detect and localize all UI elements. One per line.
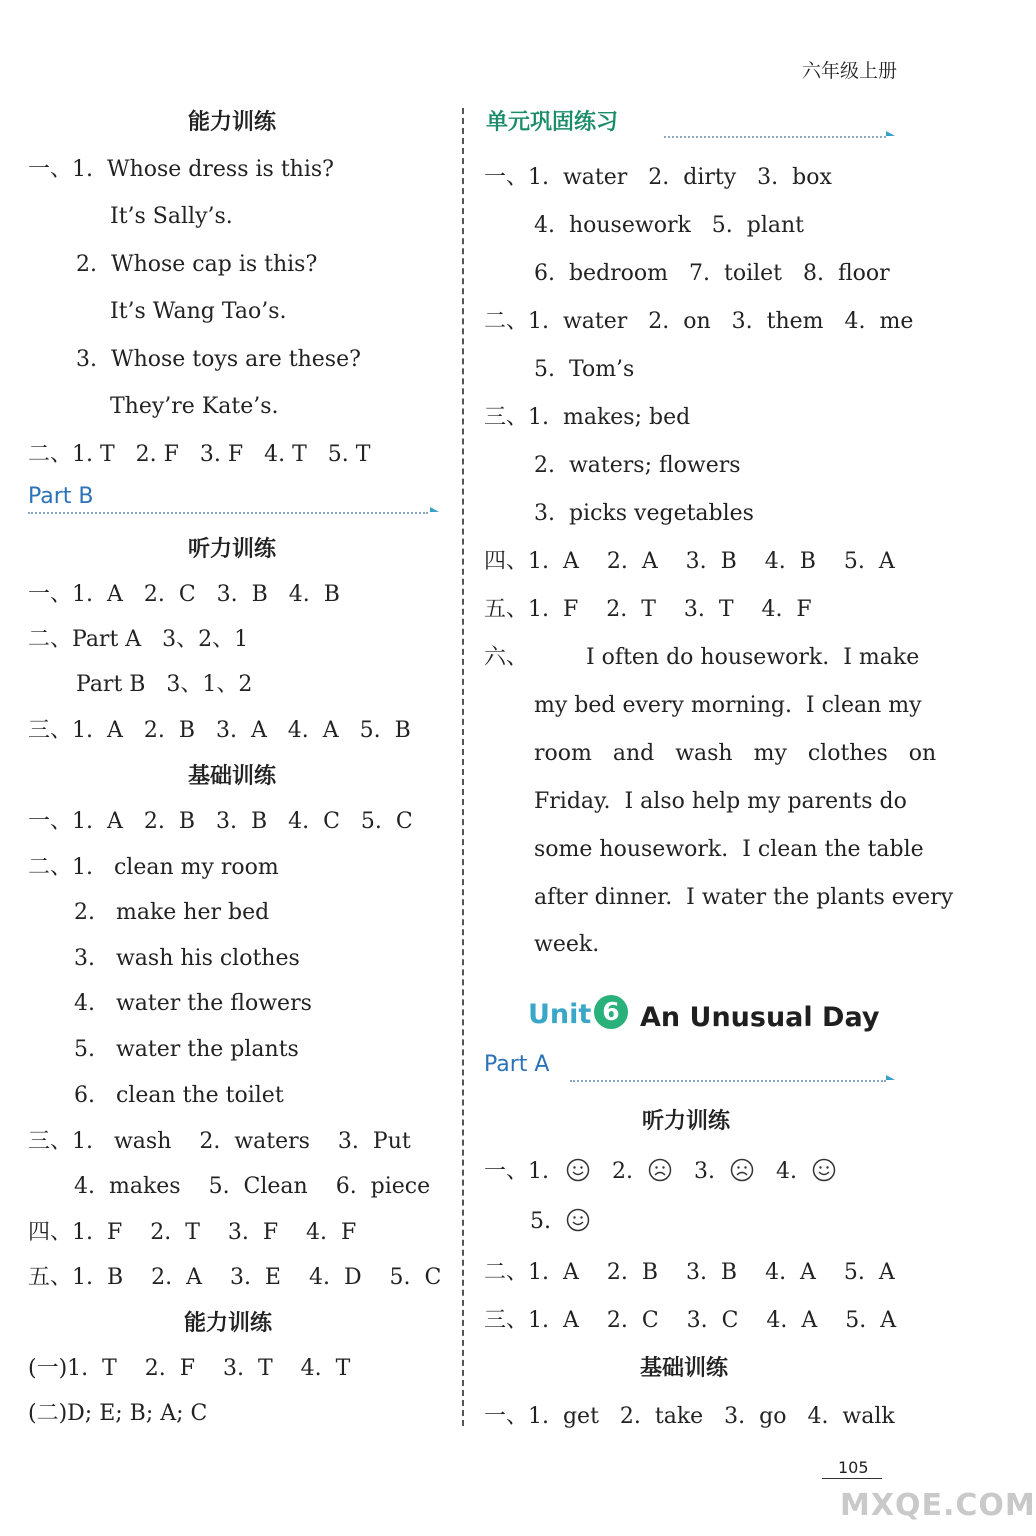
answer-line: 3. Whose toys are these? <box>76 347 361 372</box>
essay-line: I often do housework. I make <box>586 645 920 670</box>
answer-line: 一、1. A 2. B 3. B 4. C 5. C <box>28 809 413 834</box>
ability-heading-2: 能力训练 <box>184 1311 273 1336</box>
answer-line: 4. water the flowers <box>74 991 312 1016</box>
answer-line: 二、Part A 3、2、1 <box>28 627 249 652</box>
unit-word: Unit <box>528 999 592 1030</box>
arrow-icon <box>430 507 439 512</box>
essay-line: week. <box>534 932 600 957</box>
answer-line: Part B 3、1、2 <box>76 672 253 697</box>
face-item-label: 2. <box>612 1159 633 1184</box>
answer-line: 五、1. B 2. A 3. E 4. D 5. C <box>28 1265 442 1290</box>
arrow-icon <box>886 131 895 136</box>
answer-line: 三、1. A 2. B 3. A 4. A 5. B <box>28 718 411 743</box>
answer-line: 2. waters; flowers <box>534 453 741 478</box>
answer-line: (二)D; E; B; A; C <box>28 1401 208 1426</box>
smiley-face-icon <box>566 1208 590 1232</box>
answer-line: They’re Kate’s. <box>110 394 279 419</box>
answer-line: 二、1. water 2. on 3. them 4. me <box>484 309 914 334</box>
answer-line: 2. Whose cap is this? <box>76 252 318 277</box>
sad-face-icon <box>648 1158 672 1182</box>
answer-line: 3. wash his clothes <box>74 946 300 971</box>
answer-line: 5. Tom’s <box>534 357 635 382</box>
unit-review-title: 单元巩固练习 <box>486 110 619 135</box>
essay-marker: 六、 <box>484 645 529 670</box>
sad-face-icon <box>730 1158 754 1182</box>
face-item-label: 3. <box>694 1159 715 1184</box>
essay-line: room and wash my clothes on <box>534 741 937 766</box>
basic-heading: 基础训练 <box>640 1356 729 1381</box>
answer-line: 四、1. A 2. A 3. B 4. B 5. A <box>484 549 895 574</box>
essay-line: my bed every morning. I clean my <box>534 693 922 718</box>
answer-line: 三、1. A 2. C 3. C 4. A 5. A <box>484 1308 897 1333</box>
answer-line: 二、1. A 2. B 3. B 4. A 5. A <box>484 1260 895 1285</box>
essay-line: Friday. I also help my parents do <box>534 789 907 814</box>
answer-line: 四、1. F 2. T 3. F 4. F <box>28 1220 357 1245</box>
part-b-label: Part B <box>28 484 94 509</box>
column-divider <box>462 108 464 1426</box>
answer-line: 一、1. water 2. dirty 3. box <box>484 165 832 190</box>
essay-line: after dinner. I water the plants every <box>534 885 954 910</box>
arrow-icon <box>886 1075 895 1080</box>
review-rule <box>664 136 886 138</box>
listening-heading: 听力训练 <box>642 1109 731 1134</box>
answer-line: 一、1. get 2. take 3. go 4. walk <box>484 1404 895 1429</box>
face-item-label: 一、1. <box>484 1159 549 1184</box>
basic-heading: 基础训练 <box>188 764 277 789</box>
answer-line: 4. housework 5. plant <box>534 213 804 238</box>
answer-line: 2. make her bed <box>74 900 270 925</box>
smiley-face-icon <box>812 1158 836 1182</box>
face-item-label: 5. <box>530 1209 551 1234</box>
listening-heading: 听力训练 <box>188 537 277 562</box>
answer-line: 二、1. clean my room <box>28 855 279 880</box>
answer-line: 三、1. makes; bed <box>484 405 691 430</box>
answer-line: 二、1. T 2. F 3. F 4. T 5. T <box>28 442 371 467</box>
page-number: 105 <box>838 1458 869 1477</box>
watermark: MXQE.COM <box>840 1488 1036 1523</box>
essay-line: some housework. I clean the table <box>534 837 924 862</box>
part-b-rule <box>28 512 428 514</box>
unit-title: An Unusual Day <box>640 1002 880 1033</box>
answer-line: It’s Wang Tao’s. <box>110 299 287 324</box>
page-number-rule <box>822 1478 882 1479</box>
unit-number-badge: 6 <box>594 995 628 1029</box>
answer-line: 6. bedroom 7. toilet 8. floor <box>534 261 890 286</box>
smiley-face-icon <box>566 1158 590 1182</box>
answer-line: (一)1. T 2. F 3. T 4. T <box>28 1356 351 1381</box>
answer-line: 五、1. F 2. T 3. T 4. F <box>484 597 812 622</box>
answer-line: 6. clean the toilet <box>74 1083 284 1108</box>
part-a-label: Part A <box>484 1052 550 1077</box>
answer-line: 三、1. wash 2. waters 3. Put <box>28 1129 411 1154</box>
part-a-rule <box>570 1080 886 1082</box>
answer-line: 一、1. A 2. C 3. B 4. B <box>28 582 340 607</box>
answer-line: 5. water the plants <box>74 1037 299 1062</box>
answer-line: 一、1. Whose dress is this? <box>28 157 334 182</box>
answer-line: It’s Sally’s. <box>110 204 233 229</box>
answer-line: 3. picks vegetables <box>534 501 754 526</box>
answer-line: 4. makes 5. Clean 6. piece <box>74 1174 431 1199</box>
ability-heading-1: 能力训练 <box>188 110 277 135</box>
grade-label: 六年级上册 <box>801 60 897 82</box>
face-item-label: 4. <box>776 1159 797 1184</box>
